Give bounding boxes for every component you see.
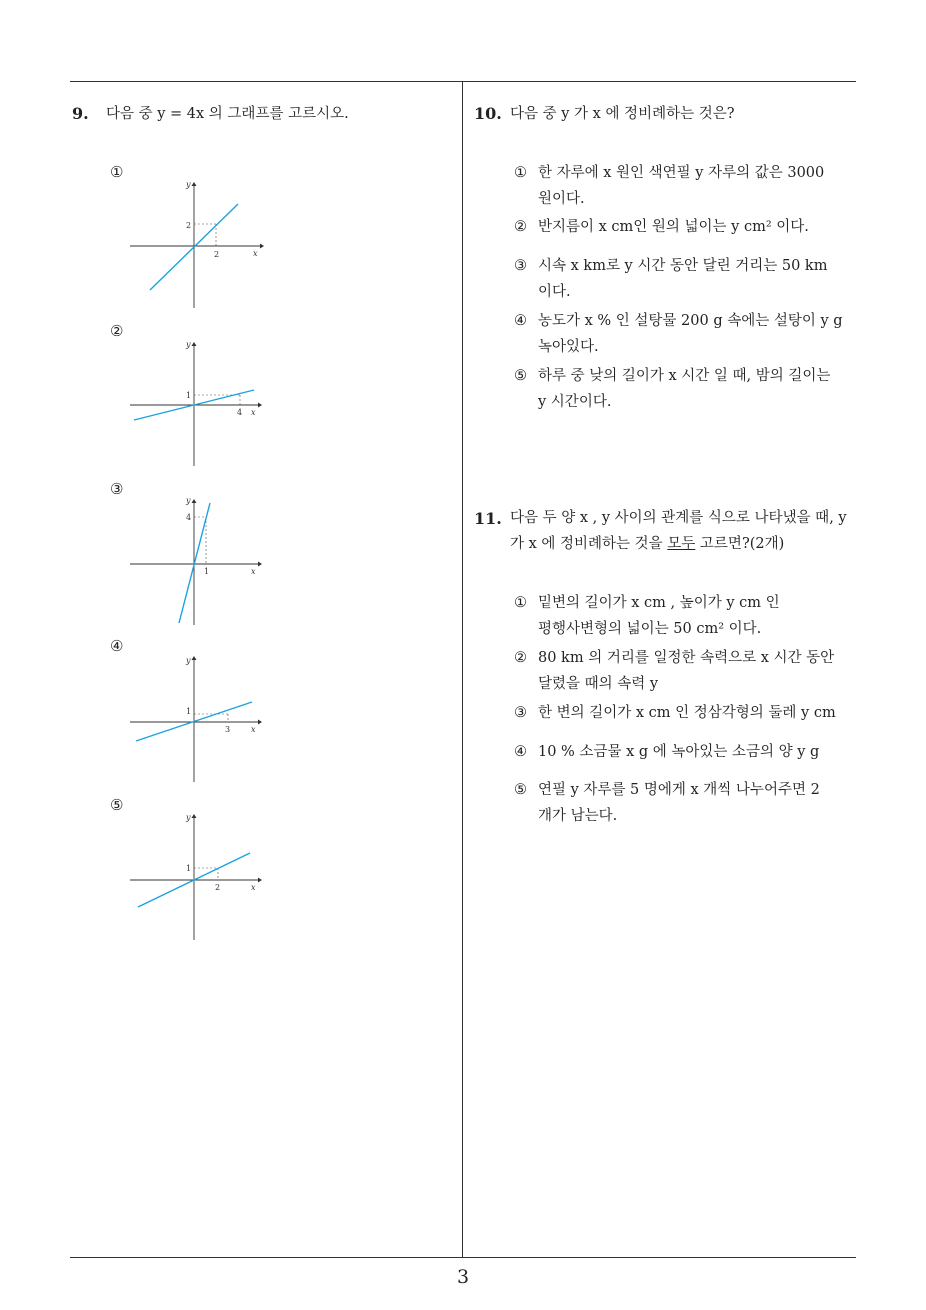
q11-number: 11. (474, 509, 502, 528)
q10-option-1-line2: 원이다. (538, 191, 585, 207)
q9-graph-5[interactable] (130, 810, 265, 945)
q11-option-1-line2: 평행사변형의 넓이는 50 cm² 이다. (538, 621, 762, 637)
q11-option-5-marker: ⑤ (514, 782, 527, 798)
q10-option-4-marker: ④ (514, 313, 527, 329)
q10-option-3-marker: ③ (514, 258, 527, 274)
q9-graph-2-y-label: y (186, 340, 191, 349)
q10-option-5-marker: ⑤ (514, 368, 527, 384)
q9-graph-3-line (179, 503, 210, 623)
q11-option-5-line1: 연필 y 자루를 5 명에게 x 개씩 나누어주면 2 (538, 782, 820, 798)
q10-option-3-line1: 시속 x km로 y 시간 동안 달린 거리는 50 km (538, 258, 828, 274)
q9-graph-1-y-tick: 2 (186, 221, 192, 230)
top-rule (70, 81, 856, 82)
q11-option-4-line1: 10 % 소금물 x g 에 녹아있는 소금의 양 y g (538, 744, 820, 760)
q9-graph-2-x-label: x (251, 408, 256, 417)
q9-option-4-marker[interactable]: ④ (110, 637, 124, 655)
q11-option-1-marker: ① (514, 595, 527, 611)
q9-graph-1[interactable] (130, 178, 265, 313)
q10-option-4-line1: 농도가 x % 인 설탕물 200 g 속에는 설탕이 y g (538, 313, 843, 329)
q10-option-3-line2: 이다. (538, 284, 571, 300)
q9-graph-4-x-tick: 3 (225, 725, 231, 734)
q9-graph-5-y-label: y (186, 813, 191, 822)
q10-option-4-line2: 녹아있다. (538, 339, 599, 355)
q11-option-4[interactable] (514, 739, 819, 765)
q10-option-2-line1: 반지름이 x cm인 원의 넓이는 y cm² 이다. (538, 219, 809, 235)
bottom-rule (70, 1257, 856, 1258)
q9-graph-5-x-label: x (251, 883, 256, 892)
q11-text-line2-post: 고르면?(2개) (695, 536, 785, 552)
q9-graph-4-x-label: x (251, 725, 256, 734)
q9-graph-4-y-label: y (186, 656, 191, 665)
q11-option-2-line2: 달렸을 때의 속력 y (538, 676, 659, 692)
q9-graph-5-x-tick: 2 (215, 883, 221, 892)
q10-option-1-line1: 한 자루에 x 원인 색연필 y 자루의 값은 3000 (538, 165, 825, 181)
q11-option-2-marker: ② (514, 650, 527, 666)
page-number: 3 (456, 1266, 470, 1288)
q10-option-1[interactable] (514, 160, 824, 212)
q11-option-4-marker: ④ (514, 744, 527, 760)
q9-option-5-marker[interactable]: ⑤ (110, 796, 124, 814)
q10-option-5[interactable] (514, 363, 830, 415)
q9-graph-2[interactable] (130, 338, 265, 468)
q10-option-1-marker: ① (514, 165, 527, 181)
q9-number: 9. (72, 104, 89, 123)
q11-option-2[interactable] (514, 645, 834, 697)
q10-option-2-marker: ② (514, 219, 527, 235)
q9-graph-4[interactable] (130, 652, 265, 787)
q11-underline-all: 모두 (667, 536, 696, 552)
q9-graph-1-y-label: y (186, 180, 191, 189)
q11-option-1-line1: 밑변의 길이가 x cm , 높이가 y cm 인 (538, 595, 780, 611)
q11-option-1[interactable] (514, 590, 780, 642)
q9-graph-5-y-tick: 1 (186, 864, 192, 873)
q9-graph-3[interactable] (130, 495, 265, 630)
q11-text-line2 (510, 531, 847, 557)
q10-option-4[interactable] (514, 308, 843, 360)
q9-option-2-marker[interactable]: ② (110, 322, 124, 340)
q9-graph-1-x-tick: 2 (214, 250, 220, 259)
q11-option-3-line1: 한 변의 길이가 x cm 인 정삼각형의 둘레 y cm (538, 705, 836, 721)
q9-graph-3-x-label: x (251, 567, 256, 576)
q9-text: 다음 중 y = 4x 의 그래프를 고르시오. (106, 106, 349, 122)
q9-graph-2-y-tick: 1 (186, 391, 192, 400)
q11-option-3[interactable] (514, 700, 836, 726)
q11-text (510, 505, 847, 557)
q10-text: 다음 중 y 가 x 에 정비례하는 것은? (510, 106, 735, 122)
q10-option-2[interactable] (514, 214, 809, 240)
q11-option-2-line1: 80 km 의 거리를 일정한 속력으로 x 시간 동안 (538, 650, 835, 666)
q9-graph-3-y-label: y (186, 496, 191, 505)
q9-graph-3-x-tick: 1 (204, 567, 210, 576)
q11-option-3-marker: ③ (514, 705, 527, 721)
q9-graph-4-y-tick: 1 (186, 707, 192, 716)
q11-text-line1: 다음 두 양 x , y 사이의 관계를 식으로 나타냈을 때, y (510, 510, 847, 526)
column-divider (462, 82, 463, 1258)
q9-option-1-marker[interactable]: ① (110, 163, 124, 181)
q10-option-5-line2: y 시간이다. (538, 394, 612, 410)
q11-option-5-line2: 개가 남는다. (538, 808, 618, 824)
q9-graph-3-y-tick: 4 (186, 513, 192, 522)
q9-graph-1-x-label: x (253, 249, 258, 258)
q10-option-5-line1: 하루 중 낮의 길이가 x 시간 일 때, 밤의 길이는 (538, 368, 831, 384)
q9-option-3-marker[interactable]: ③ (110, 480, 124, 498)
q11-option-5[interactable] (514, 777, 820, 829)
q10-number: 10. (474, 104, 502, 123)
q11-text-line2-pre: 가 x 에 정비례하는 것을 (510, 536, 668, 552)
q10-option-3[interactable] (514, 253, 827, 305)
q9-graph-2-x-tick: 4 (237, 408, 243, 417)
